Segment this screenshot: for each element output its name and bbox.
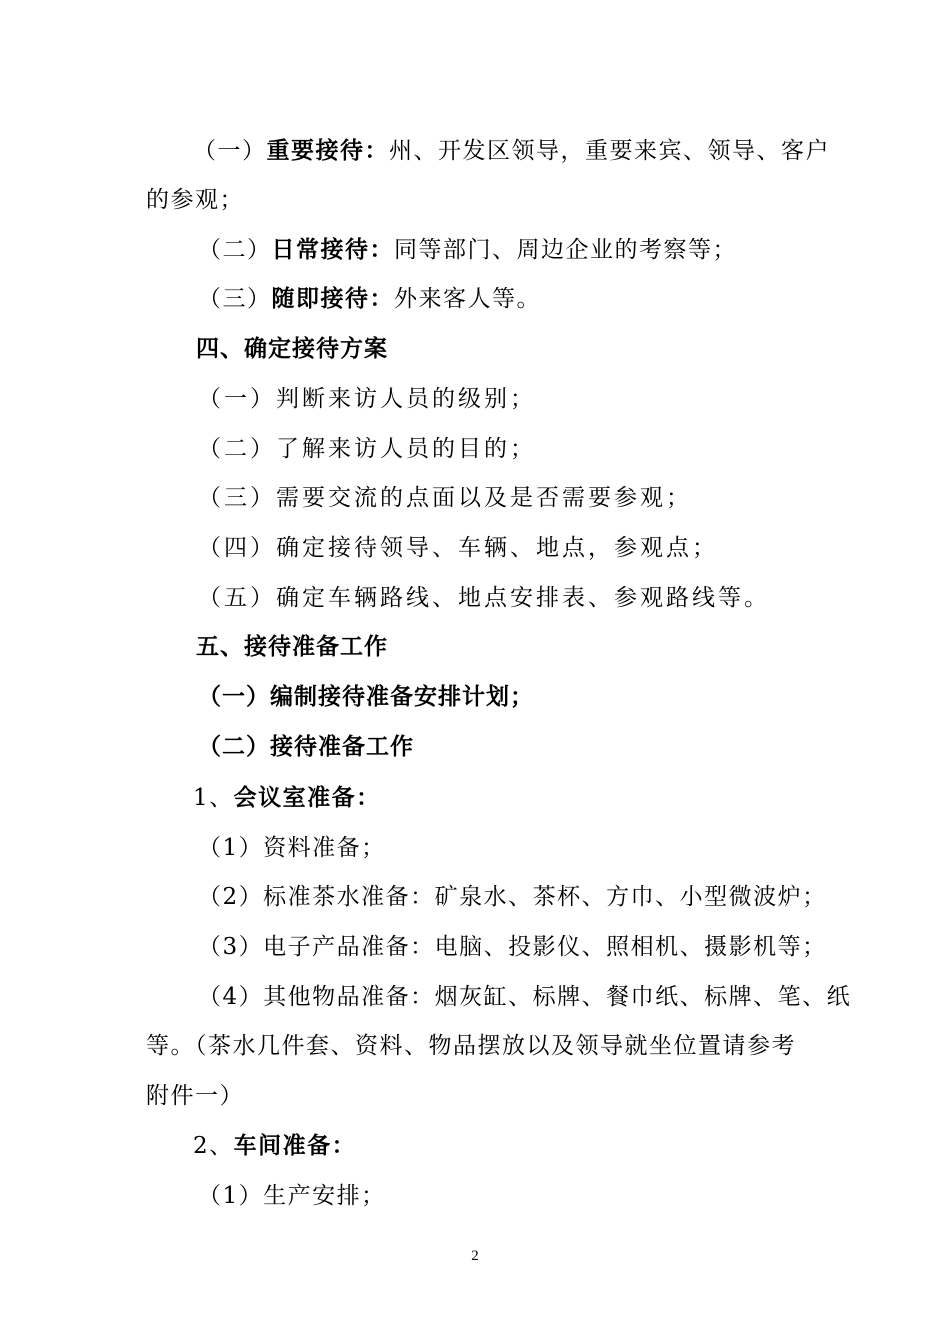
item-title: 会议室准备： bbox=[233, 785, 381, 811]
plan-item-3: （三）需要交流的点面以及是否需要参观； bbox=[198, 485, 692, 511]
item-title: 重要接待： bbox=[266, 138, 389, 164]
meeting-room-item-4: （4）其他物品准备：烟灰缸、标牌、餐巾纸、标牌、笔、纸 bbox=[198, 984, 852, 1010]
reception-type-important-cont bbox=[146, 185, 950, 215]
meeting-room-item-2: （2）标准茶水准备：矿泉水、茶杯、方巾、小型微波炉； bbox=[198, 884, 827, 910]
item-prefix: （一） bbox=[193, 138, 267, 164]
item-title: 随即接待： bbox=[271, 286, 394, 312]
reception-type-casual bbox=[198, 284, 950, 314]
meeting-room-item-3: （3）电子产品准备：电脑、投影仪、照相机、摄影机等； bbox=[198, 934, 827, 960]
numbered-heading-2 bbox=[193, 1131, 950, 1161]
workshop-item-1: （1）生产安排； bbox=[198, 1183, 386, 1209]
meeting-room-item-4-cont: 等。（茶水几件套、资料、物品摆放以及领导就坐位置请参考 bbox=[146, 1033, 796, 1059]
section-heading-4: 四、确定接待方案 bbox=[196, 336, 388, 362]
plan-item-4: （四）确定接待领导、车辆、地点，参观点； bbox=[198, 535, 718, 561]
plan-item-5: （五）确定车辆路线、地点安排表、参观路线等。 bbox=[198, 585, 770, 611]
item-prefix: （三） bbox=[198, 286, 272, 312]
plan-item-1: （一）判断来访人员的级别； bbox=[198, 386, 536, 412]
item-text: 州、开发区领导，重要来宾、领导、客户 bbox=[389, 138, 830, 164]
subsection-heading-2: （二）接待准备工作 bbox=[198, 734, 414, 760]
item-text: 同等部门、周边企业的考察等； bbox=[394, 237, 737, 263]
section-heading-5: 五、接待准备工作 bbox=[196, 634, 388, 660]
meeting-room-item-4-cont2: 附件一） bbox=[146, 1083, 244, 1109]
numbered-heading-1 bbox=[193, 783, 950, 813]
item-number: 2、 bbox=[193, 1133, 234, 1159]
page-number: 2 bbox=[471, 1248, 479, 1264]
item-text: 的参观； bbox=[146, 187, 244, 213]
meeting-room-item-1: （1）资料准备； bbox=[198, 835, 386, 861]
reception-type-daily bbox=[198, 235, 950, 265]
reception-type-important bbox=[193, 136, 950, 166]
item-title: 日常接待： bbox=[271, 237, 394, 263]
plan-item-2: （二）了解来访人员的目的； bbox=[198, 436, 536, 462]
item-number: 1、 bbox=[193, 785, 234, 811]
item-text: 外来客人等。 bbox=[394, 286, 541, 312]
item-title: 车间准备： bbox=[233, 1133, 357, 1159]
item-prefix: （二） bbox=[198, 237, 272, 263]
subsection-heading-1: （一）编制接待准备安排计划； bbox=[198, 684, 534, 710]
